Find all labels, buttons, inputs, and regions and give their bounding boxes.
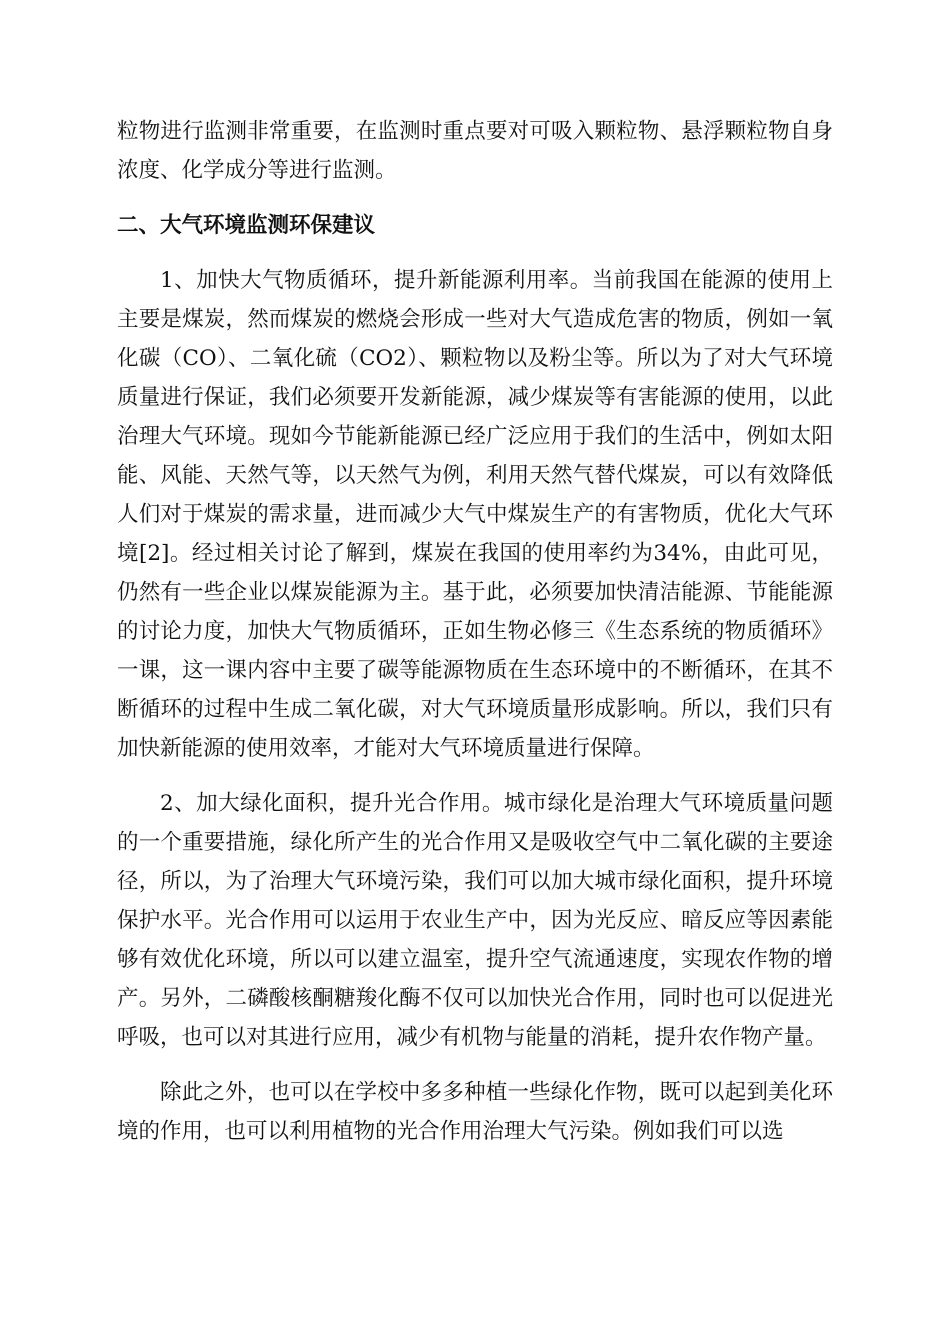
paragraph-greening: 2、加大绿化面积，提升光合作用。城市绿化是治理大气环境质量问题的一个重要措施，绿化所产生的光合作用又是吸收空气中二氧化碳的主要途径，所以，为了治理大气环境污染，我们可以加大城市绿化面积，提升环境保护水平。光合作用可以运用于农业生产中，因为光反应、暗反应等因素能够有效优化环境，所以可以建立温室，提升空气流通速度，实现农作物的增产。另外，二磷酸核酮糖羧化酶不仅可以加快光合作用，同时也可以促进光呼吸，也可以对其进行应用，减少有机物与能量的消耗，提升农作物产量。 <box>117 791 833 1050</box>
document-page <box>117 112 833 1151</box>
paragraph-energy: 1、加快大气物质循环，提升新能源利用率。当前我国在能源的使用上主要是煤炭，然而煤炭的燃烧会形成一些对大气造成危害的物质，例如一氧化碳（CO）、二氧化硫（CO2）、颗粒物以及粉尘等。所以为了对大气环境质量进行保证，我们必须要开发新能源，减少煤炭等有害能源的使用，以此治理大气环境。现如今节能新能源已经广泛应用于我们的生活中，例如太阳能、风能、天然气等，以天然气为例，利用天然气替代煤炭，可以有效降低人们对于煤炭的需求量，进而减少大气中煤炭生产的有害物质，优化大气环境[2]。经过相关讨论了解到，煤炭在我国的使用率约为34%，由此可见，仍然有一些企业以煤炭能源为主。基于此，必须要加快清洁能源、节能能源的讨论力度，加快大气物质循环，正如生物必修三《生态系统的物质循环》一课，这一课内容中主要了碳等能源物质在生态环境中的不断循环，在其不断循环的过程中生成二氧化碳，对大气环境质量形成影响。所以，我们只有加快新能源的使用效率，才能对大气环境质量进行保障。 <box>117 268 833 761</box>
paragraph-school-planting: 除此之外，也可以在学校中多多种植一些绿化作物，既可以起到美化环境的作用，也可以利用植物的光合作用治理大气污染。例如我们可以选 <box>117 1080 833 1144</box>
paragraph-continuation: 粒物进行监测非常重要，在监测时重点要对可吸入颗粒物、悬浮颗粒物自身浓度、化学成分等进行监测。 <box>117 119 833 183</box>
section-heading: 二、大气环境监测环保建议 <box>117 213 376 238</box>
